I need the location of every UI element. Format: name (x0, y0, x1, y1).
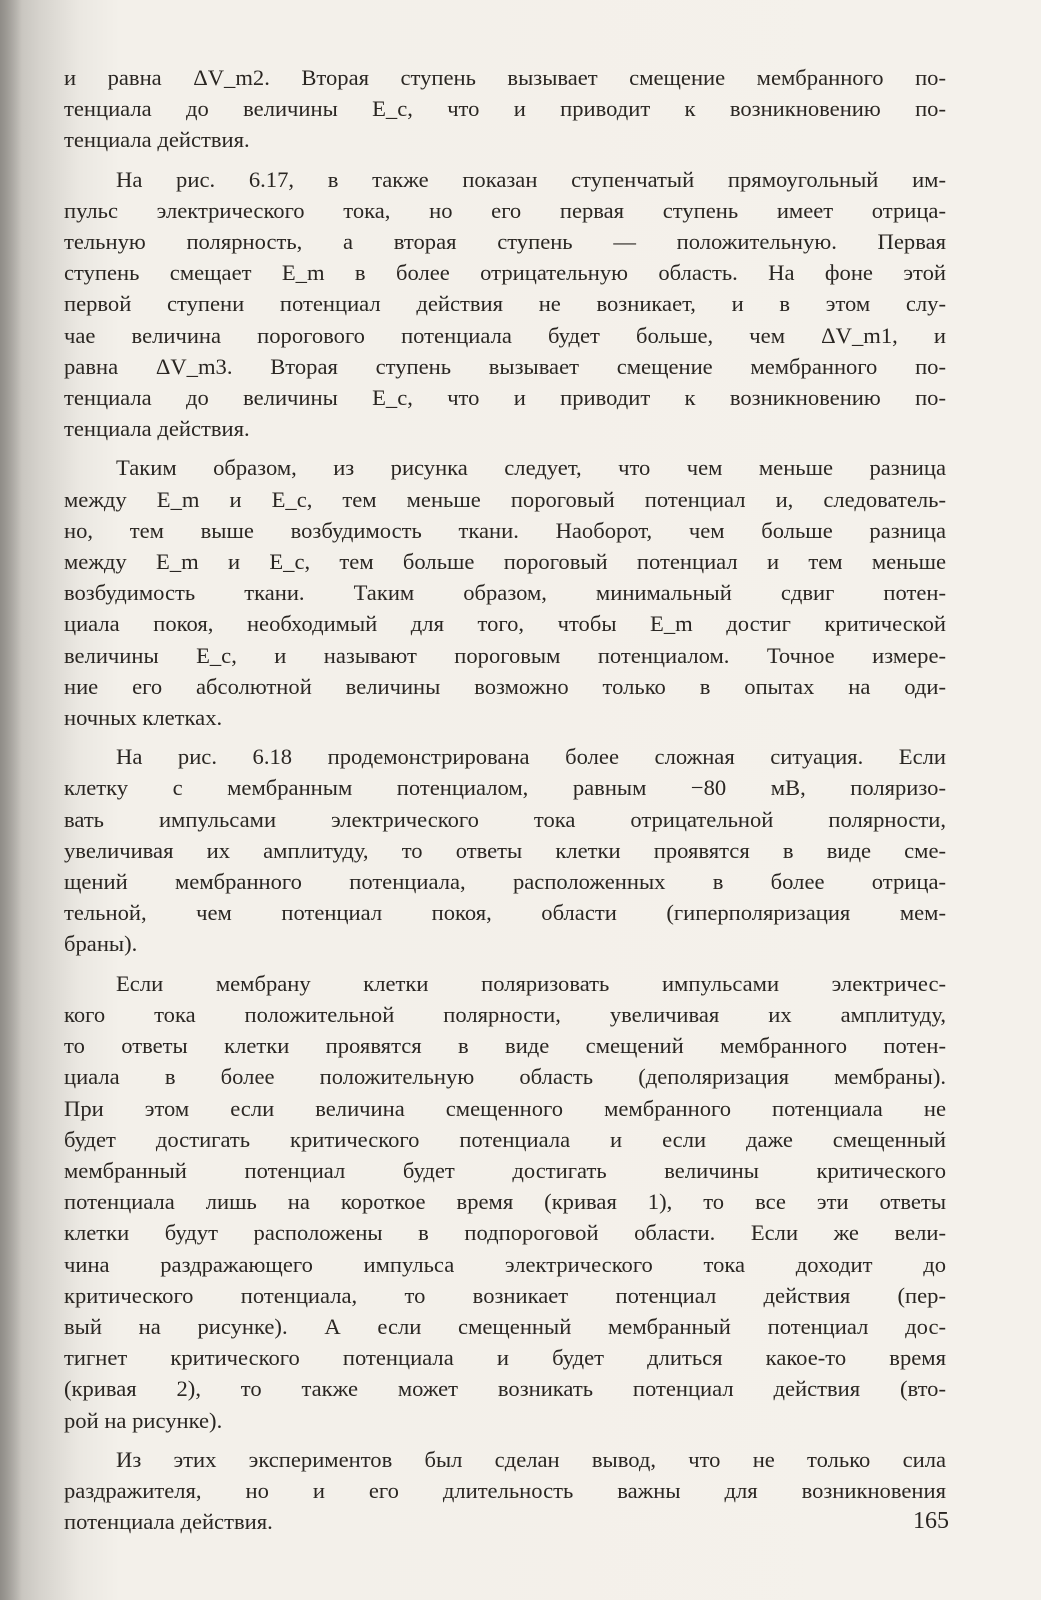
page-number: 165 (913, 1508, 949, 1534)
text-line: то ответы клетки проявятся в виде смещений мембранного потен- (64, 1033, 946, 1059)
text-line: чина раздражающего импульса электрического тока доходит до (64, 1251, 946, 1277)
text-line: (кривая 2), то также может возникать потенциал действия (вто- (64, 1376, 946, 1402)
text-line: кого тока положительной полярности, увеличивая их амплитуду, (64, 1001, 946, 1027)
text-line: ночных клетках. (64, 705, 223, 731)
text-line: вый на рисунке). А если смещенный мембранный потенциал дос- (64, 1313, 946, 1339)
text-line: На рис. 6.17, в также показан ступенчатый прямоугольный им- (116, 166, 946, 192)
text-line: вать импульсами электрического тока отрицательной полярности, (64, 806, 946, 832)
text-line: щений мембранного потенциала, расположенных в более отрица- (64, 869, 946, 895)
text-line: критического потенциала, то возникает потенциал действия (пер- (64, 1282, 946, 1308)
text-line: раздражителя, но и его длительность важны для возникновения (64, 1477, 946, 1503)
spine-shadow (0, 0, 22, 1600)
text-line: потенциала действия. (64, 1509, 273, 1535)
text-line: тенциала действия. (64, 416, 250, 442)
text-line: тигнет критического потенциала и будет длиться какое-то время (64, 1345, 946, 1371)
text-line: чае величина порогового потенциала будет больше, чем ΔV_m1, и (64, 322, 946, 348)
text-line: между E_m и E_c, тем больше пороговый потенциал и тем меньше (64, 549, 946, 575)
text-line: тельной, чем потенциал покоя, области (гиперполяризация мем- (64, 900, 946, 926)
text-line: Если мембрану клетки поляризовать импульсами электричес- (116, 970, 946, 996)
text-line: тенциала действия. (64, 127, 250, 153)
text-line: браны). (64, 931, 138, 957)
paragraph (64, 62, 946, 156)
text-line: При этом если величина смещенного мембранного потенциала не (64, 1095, 946, 1121)
text-line: тельную полярность, а вторая ступень — положительную. Первая (64, 229, 946, 255)
text-line: ступень смещает E_m в более отрицательную область. На фоне этой (64, 260, 946, 286)
text-line: тенциала до величины E_c, что и приводит к возникновению по- (64, 385, 946, 411)
text-line: циала в более положительную область (деполяризация мембраны). (64, 1064, 946, 1090)
text-line: и равна ΔV_m2. Вторая ступень вызывает смещение мембранного по- (64, 65, 946, 90)
text-line: возбудимость ткани. Таким образом, минимальный сдвиг потен- (64, 580, 946, 606)
text-line: потенциала лишь на короткое время (кривая 1), то все эти ответы (64, 1189, 946, 1215)
paragraph (64, 452, 946, 733)
text-line: пульс электрического тока, но его первая ступень имеет отрица- (64, 197, 946, 223)
text-line: тенциала до величины E_c, что и приводит к возникновению по- (64, 96, 946, 122)
text-block (64, 62, 946, 1537)
text-line: клетки будут расположены в подпороговой области. Если же вели- (64, 1220, 946, 1246)
text-line: первой ступени потенциал действия не возникает, и в этом слу- (64, 291, 946, 317)
paragraph (64, 968, 946, 1436)
paragraph (64, 1444, 946, 1538)
text-line: величины E_c, и называют пороговым потенциалом. Точное измере- (64, 642, 946, 668)
text-line: Из этих экспериментов был сделан вывод, что не только сила (116, 1446, 946, 1472)
text-line: Таким образом, из рисунка следует, что чем меньше разница (116, 455, 946, 481)
text-line: между E_m и E_c, тем меньше пороговый потенциал и, следователь- (64, 486, 946, 512)
text-line: равна ΔV_m3. Вторая ступень вызывает смещение мембранного по- (64, 353, 946, 379)
text-line: но, тем выше возбудимость ткани. Наоборот, чем больше разница (64, 517, 946, 543)
text-line: будет достигать критического потенциала и если даже смещенный (64, 1126, 946, 1152)
text-line: циала покоя, необходимый для того, чтобы E_m достиг критической (64, 611, 946, 637)
paragraph (64, 164, 946, 445)
text-line: рой на рисунке). (64, 1407, 223, 1433)
text-line: клетку с мембранным потенциалом, равным −80 мВ, поляризо- (64, 775, 946, 801)
text-line: На рис. 6.18 продемонстрирована более сложная ситуация. Если (116, 744, 946, 770)
paragraph (64, 741, 946, 959)
text-line: мембранный потенциал будет достигать величины критического (64, 1157, 946, 1183)
text-line: ние его абсолютной величины возможно только в опытах на оди- (64, 673, 946, 699)
text-line: увеличивая их амплитуду, то ответы клетки проявятся в виде сме- (64, 837, 946, 863)
